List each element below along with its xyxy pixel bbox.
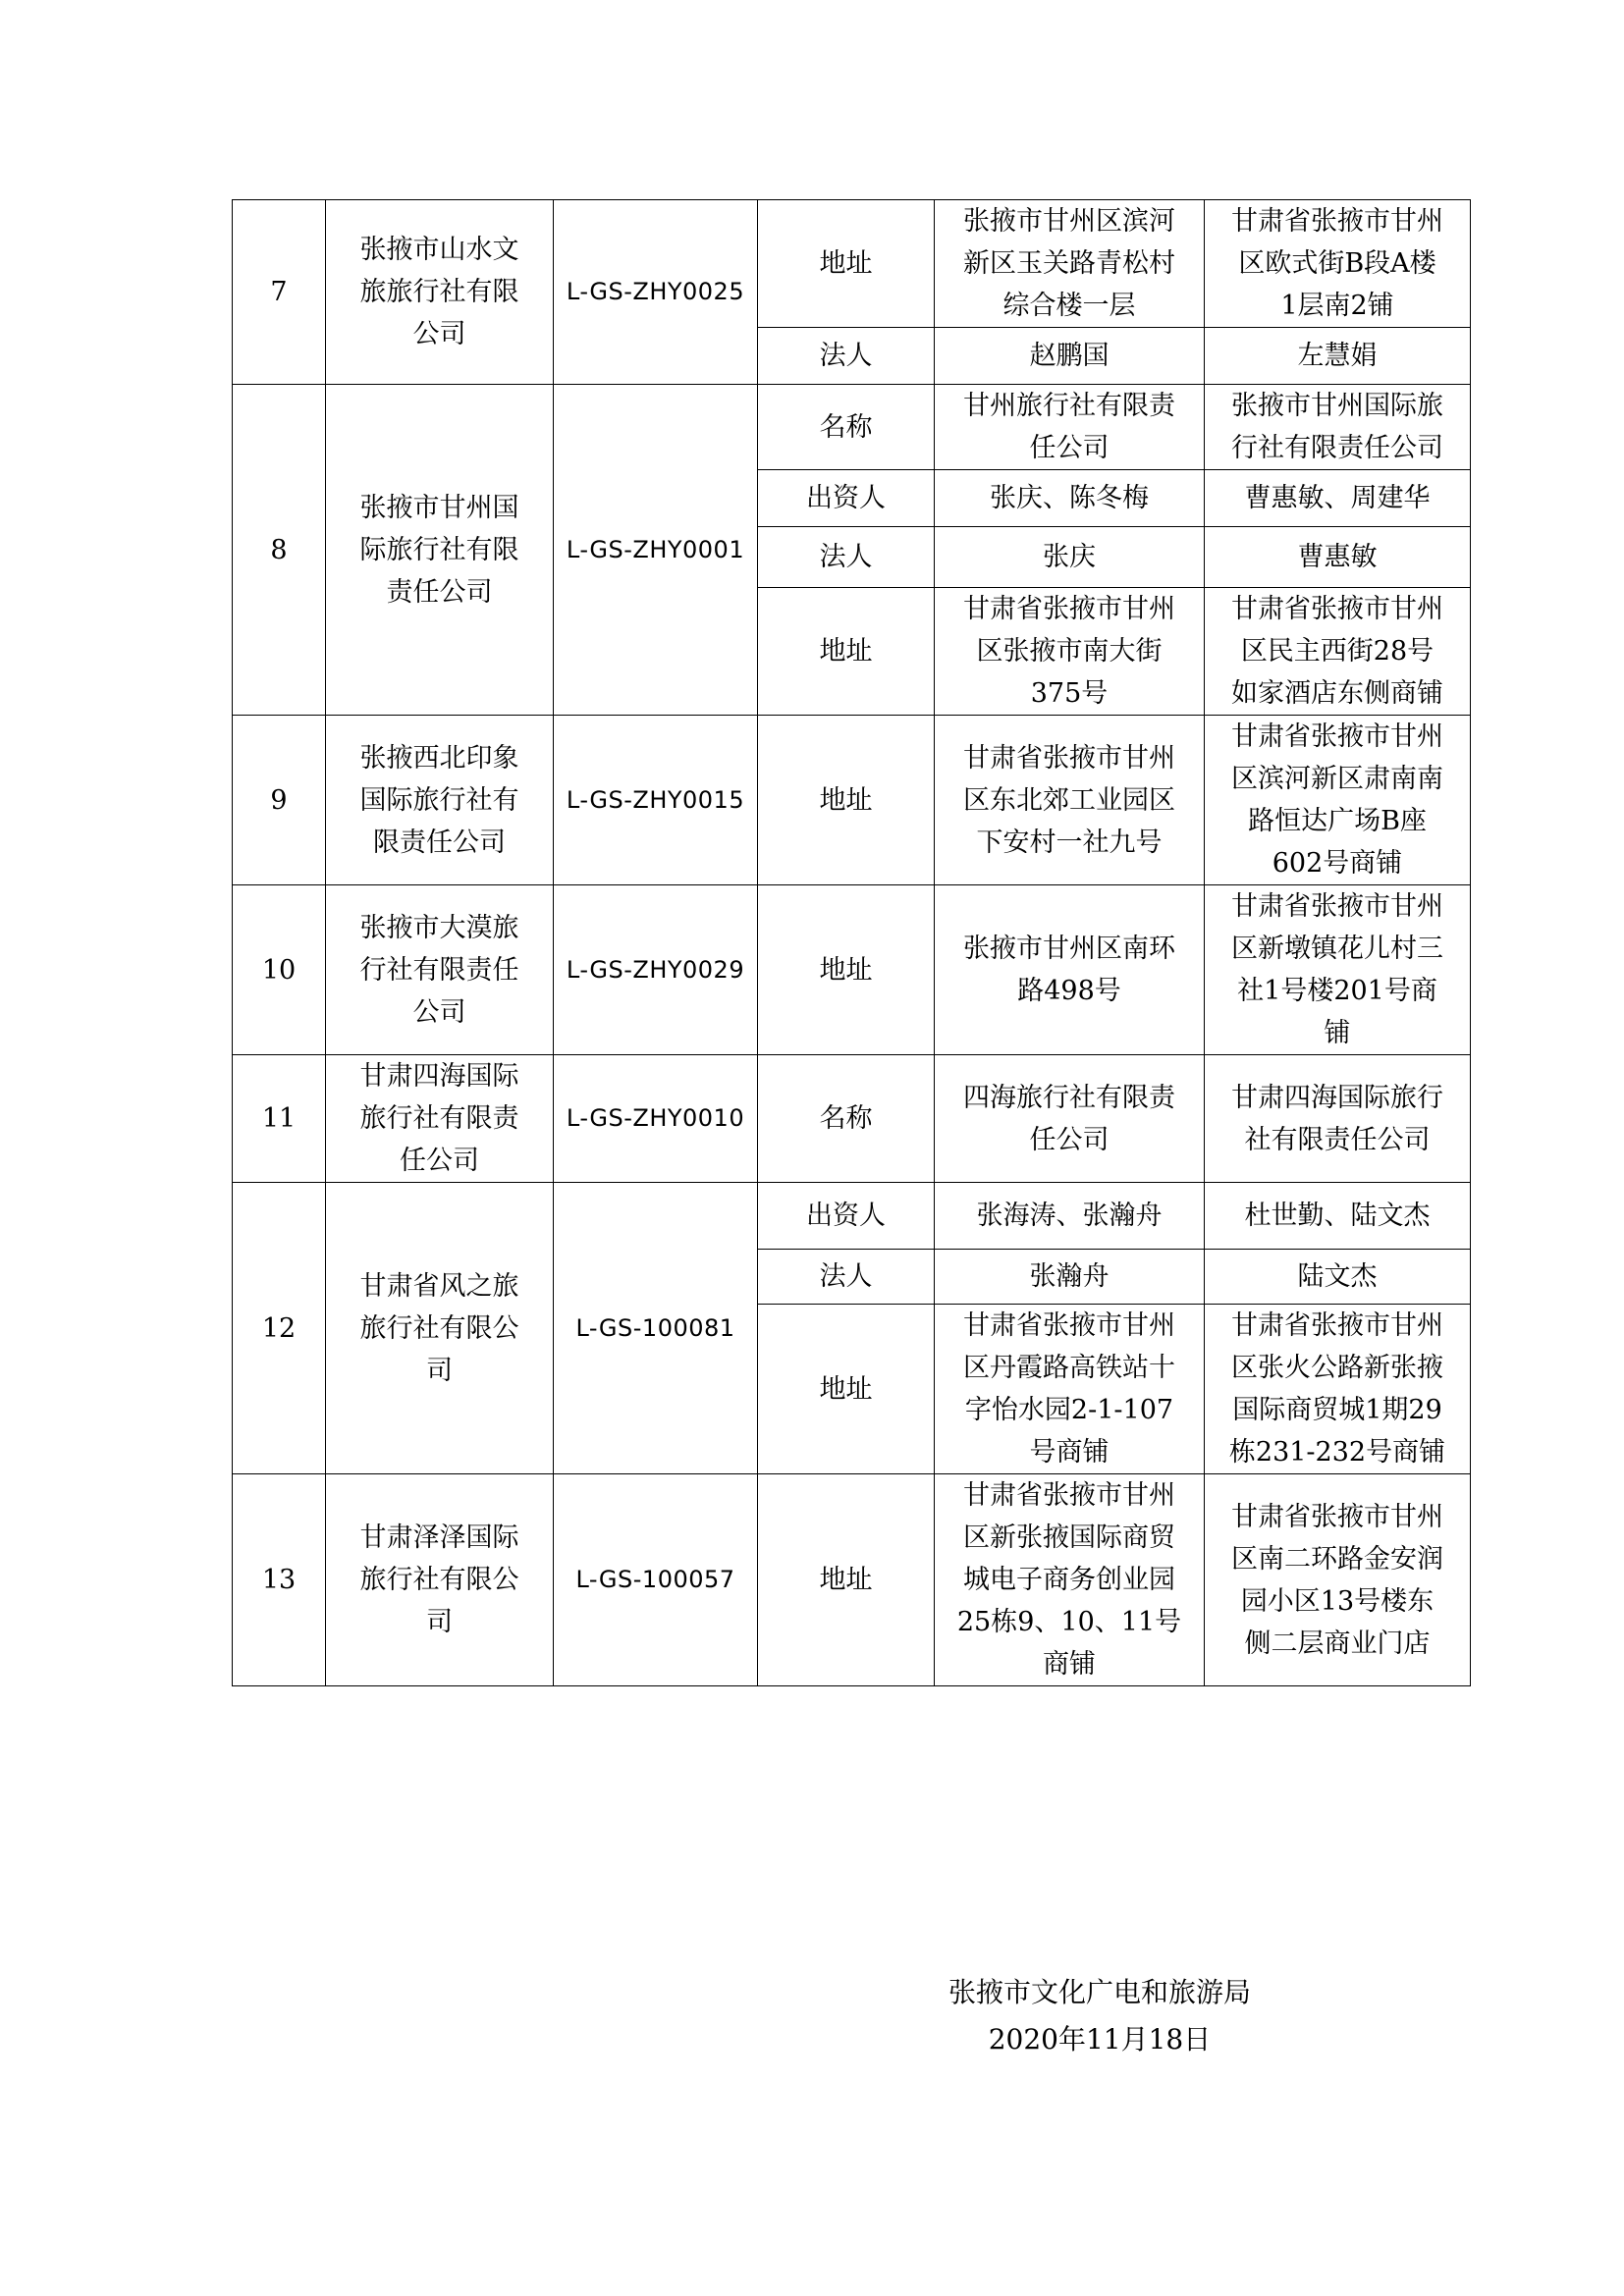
change-item-cell xyxy=(758,716,935,885)
signature-block xyxy=(884,1969,1316,2063)
after-change-cell xyxy=(1205,716,1471,885)
before-change-cell xyxy=(935,588,1205,716)
after-change-cell-text: 左慧娟 xyxy=(1297,341,1378,371)
agency-name-cell xyxy=(326,385,554,716)
before-change-cell xyxy=(935,1183,1205,1250)
license-code-cell-text: L-GS-ZHY0029 xyxy=(566,955,745,984)
after-change-cell xyxy=(1205,1474,1471,1686)
change-records-table xyxy=(232,199,1471,1686)
before-change-cell-text: 甘肃省张掖市甘州 区东北郊工业园区 下安村一社九号 xyxy=(963,742,1175,858)
row-number-cell-text: 7 xyxy=(270,277,288,307)
row-number-cell xyxy=(233,1183,326,1474)
before-change-cell-text: 甘肃省张掖市甘州 区张掖市南大街 375号 xyxy=(963,594,1175,709)
row-number-cell xyxy=(233,885,326,1055)
agency-name-cell-text: 张掖西北印象 国际旅行社有 限责任公司 xyxy=(359,742,519,858)
before-change-cell xyxy=(935,1474,1205,1686)
after-change-cell-text: 陆文杰 xyxy=(1297,1261,1378,1292)
license-code-cell-text: L-GS-100081 xyxy=(575,1313,735,1342)
before-change-cell xyxy=(935,716,1205,885)
row-number-cell xyxy=(233,385,326,716)
agency-name-cell xyxy=(326,885,554,1055)
after-change-cell xyxy=(1205,588,1471,716)
license-code-cell-text: L-GS-ZHY0015 xyxy=(566,785,745,814)
before-change-cell-text: 甘肃省张掖市甘州 区新张掖国际商贸 城电子商务创业园 25栋9、10、11号 商铺 xyxy=(956,1480,1182,1680)
change-item-cell xyxy=(758,1055,935,1183)
change-item-cell xyxy=(758,1250,935,1305)
after-change-cell xyxy=(1205,527,1471,588)
after-change-cell-text: 甘肃省张掖市甘州 区欧式街B段A楼 1层南2铺 xyxy=(1231,206,1443,321)
agency-name-cell xyxy=(326,716,554,885)
agency-name-cell xyxy=(326,1183,554,1474)
change-item-cell-text: 地址 xyxy=(819,636,873,667)
change-item-cell-text: 名称 xyxy=(819,1103,873,1134)
row-number-cell-text: 13 xyxy=(261,1565,297,1595)
after-change-cell xyxy=(1205,885,1471,1055)
before-change-cell-text: 张掖市甘州区南环 路498号 xyxy=(963,934,1175,1006)
before-change-cell xyxy=(935,527,1205,588)
before-change-cell-text: 张海涛、张瀚舟 xyxy=(976,1201,1163,1231)
row-number-cell xyxy=(233,1474,326,1686)
change-item-cell xyxy=(758,1474,935,1686)
agency-name-cell-text: 张掖市山水文 旅旅行社有限 公司 xyxy=(359,235,519,349)
change-item-cell-text: 地址 xyxy=(819,1565,873,1595)
table-body xyxy=(233,200,1471,1686)
change-item-cell-text: 地址 xyxy=(819,1373,873,1405)
row-number-cell-text: 9 xyxy=(270,784,288,816)
row-number-cell-text: 11 xyxy=(261,1103,297,1134)
agency-name-cell-text: 甘肃省风之旅 旅行社有限公 司 xyxy=(359,1270,519,1386)
row-number-cell-text: 10 xyxy=(261,954,297,986)
license-code-cell xyxy=(554,200,758,385)
after-change-cell xyxy=(1205,385,1471,470)
after-change-cell-text: 甘肃四海国际旅行 社有限责任公司 xyxy=(1231,1082,1443,1155)
change-item-cell xyxy=(758,328,935,385)
row-number-cell xyxy=(233,200,326,385)
license-code-cell xyxy=(554,716,758,885)
after-change-cell-text: 甘肃省张掖市甘州 区民主西街28号 如家酒店东侧商铺 xyxy=(1231,594,1443,709)
after-change-cell xyxy=(1205,1305,1471,1474)
change-item-cell xyxy=(758,588,935,716)
after-change-cell xyxy=(1205,1183,1471,1250)
license-code-cell xyxy=(554,1183,758,1474)
before-change-cell xyxy=(935,1305,1205,1474)
row-number-cell xyxy=(233,1055,326,1183)
table-row xyxy=(233,200,1471,328)
agency-name-cell-text: 甘肃泽泽国际 旅行社有限公 司 xyxy=(359,1522,519,1637)
license-code-cell-text: L-GS-100057 xyxy=(575,1566,735,1593)
before-change-cell-text: 甘州旅行社有限责 任公司 xyxy=(963,391,1175,463)
after-change-cell xyxy=(1205,200,1471,328)
issuing-organization: 张掖市文化广电和旅游局 xyxy=(947,1976,1251,2008)
table-row xyxy=(233,716,1471,885)
after-change-cell-text: 甘肃省张掖市甘州 区新墩镇花儿村三 社1号楼201号商 铺 xyxy=(1231,891,1443,1048)
change-item-cell-text: 地址 xyxy=(819,954,873,986)
after-change-cell-text: 张掖市甘州国际旅 行社有限责任公司 xyxy=(1231,391,1443,463)
change-item-cell xyxy=(758,885,935,1055)
change-item-cell-text: 地址 xyxy=(819,248,873,279)
license-code-cell xyxy=(554,885,758,1055)
agency-name-cell xyxy=(326,1055,554,1183)
after-change-cell xyxy=(1205,470,1471,527)
before-change-cell xyxy=(935,885,1205,1055)
change-item-cell xyxy=(758,385,935,470)
before-change-cell xyxy=(935,200,1205,328)
agency-name-cell xyxy=(326,1474,554,1686)
change-item-cell xyxy=(758,200,935,328)
agency-name-cell-text: 甘肃四海国际 旅行社有限责 任公司 xyxy=(359,1061,519,1176)
table-row xyxy=(233,1183,1471,1250)
change-item-cell xyxy=(758,527,935,588)
change-item-cell xyxy=(758,1305,935,1474)
license-code-cell xyxy=(554,1474,758,1686)
after-change-cell-text: 杜世勤、陆文杰 xyxy=(1244,1201,1431,1231)
before-change-cell-text: 张瀚舟 xyxy=(1029,1261,1110,1292)
table-row xyxy=(233,1474,1471,1686)
after-change-cell-text: 甘肃省张掖市甘州 区南二环路金安润 园小区13号楼东 侧二层商业门店 xyxy=(1231,1501,1443,1659)
change-item-cell-text: 出资人 xyxy=(806,1201,886,1231)
before-change-cell-text: 赵鹏国 xyxy=(1029,341,1110,371)
table-row xyxy=(233,385,1471,470)
row-number-cell-text: 12 xyxy=(261,1312,297,1344)
before-change-cell xyxy=(935,1055,1205,1183)
after-change-cell-text: 曹惠敏、周建华 xyxy=(1244,483,1431,513)
before-change-cell-text: 张庆、陈冬梅 xyxy=(990,483,1149,513)
change-item-cell-text: 出资人 xyxy=(806,483,886,513)
change-item-cell-text: 法人 xyxy=(819,542,873,572)
license-code-cell-text: L-GS-ZHY0010 xyxy=(566,1104,745,1132)
before-change-cell-text: 甘肃省张掖市甘州 区丹霞路高铁站十 字怡水园2-1-107 号商铺 xyxy=(963,1310,1175,1468)
change-item-cell-text: 法人 xyxy=(819,341,873,371)
agency-name-cell xyxy=(326,200,554,385)
before-change-cell-text: 四海旅行社有限责 任公司 xyxy=(963,1082,1175,1155)
license-code-cell xyxy=(554,1055,758,1183)
after-change-cell xyxy=(1205,1250,1471,1305)
before-change-cell xyxy=(935,1250,1205,1305)
issue-date: 2020年11月18日 xyxy=(988,2023,1212,2056)
change-item-cell xyxy=(758,470,935,527)
before-change-cell xyxy=(935,328,1205,385)
after-change-cell-text: 曹惠敏 xyxy=(1297,542,1378,572)
before-change-cell xyxy=(935,470,1205,527)
after-change-cell xyxy=(1205,1055,1471,1183)
after-change-cell-text: 甘肃省张掖市甘州 区张火公路新张掖 国际商贸城1期29 栋231-232号商铺 xyxy=(1228,1310,1446,1468)
before-change-cell xyxy=(935,385,1205,470)
change-item-cell-text: 地址 xyxy=(819,784,873,816)
change-item-cell-text: 名称 xyxy=(819,411,873,443)
before-change-cell-text: 张庆 xyxy=(1043,542,1096,572)
license-code-cell xyxy=(554,385,758,716)
row-number-cell-text: 8 xyxy=(270,534,288,565)
table-row xyxy=(233,1055,1471,1183)
row-number-cell xyxy=(233,716,326,885)
agency-name-cell-text: 张掖市大漠旅 行社有限责任 公司 xyxy=(359,912,519,1028)
table-row xyxy=(233,885,1471,1055)
after-change-cell-text: 甘肃省张掖市甘州 区滨河新区肃南南 路恒达广场B座 602号商铺 xyxy=(1231,721,1443,879)
change-item-cell xyxy=(758,1183,935,1250)
after-change-cell xyxy=(1205,328,1471,385)
agency-name-cell-text: 张掖市甘州国 际旅行社有限 责任公司 xyxy=(359,492,519,608)
license-code-cell-text: L-GS-ZHY0025 xyxy=(566,278,745,305)
before-change-cell-text: 张掖市甘州区滨河 新区玉关路青松村 综合楼一层 xyxy=(963,206,1175,321)
license-code-cell-text: L-GS-ZHY0001 xyxy=(566,535,745,563)
change-item-cell-text: 法人 xyxy=(819,1261,873,1292)
